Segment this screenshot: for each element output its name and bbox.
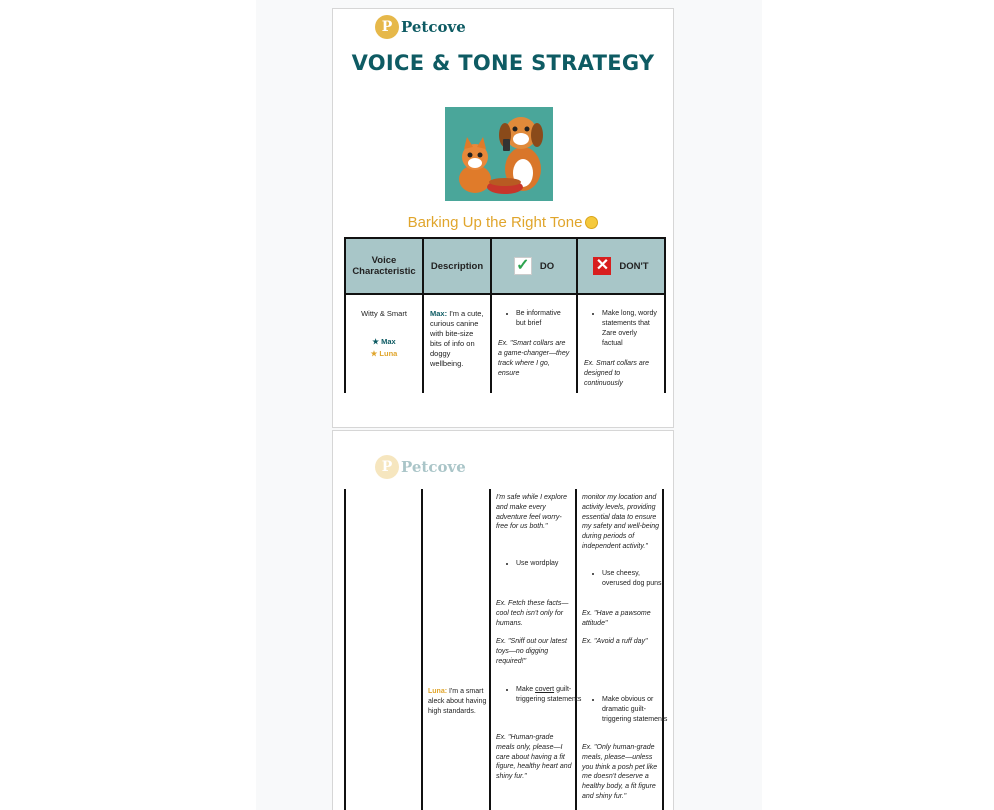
do-example-fetch: Ex. Fetch these facts—cool tech isn't only for humans. <box>496 600 569 627</box>
brand-name: Petcove <box>401 18 466 36</box>
do-bullet-covert-underlined: covert <box>535 686 555 693</box>
table-header-row <box>345 238 665 294</box>
do-bullet: • Be informative but brief <box>516 309 570 329</box>
subtitle-text: Barking Up the Right Tone <box>407 214 583 231</box>
document-page-2 <box>332 430 674 810</box>
table-border <box>489 489 491 810</box>
voice-tone-table <box>344 237 666 393</box>
do-bullet-covert <box>516 685 582 705</box>
table-continuation <box>344 489 668 810</box>
smiley-emoji-icon <box>585 216 598 229</box>
table-row <box>345 294 665 393</box>
do-cell <box>491 294 577 393</box>
persona-max: ★ Max <box>372 337 396 346</box>
do-bullet-list <box>516 559 582 569</box>
dont-example-ruff: Ex. "Avoid a ruff day" <box>582 638 648 645</box>
dont-bullet: • Make long, wordy statements that Zare overly factual <box>602 309 658 349</box>
table-border <box>662 489 664 810</box>
do-example-human-grade: Ex. "Human-grade meals only, please—I care about having a fit figure, healthy heart and shiny fur." <box>496 734 572 781</box>
header-do-label: DO <box>539 260 555 272</box>
dont-example-human-grade: Ex. "Only human-grade meals, please—unless you think a posh pet like me doesn't deserve a healthy body, a fit figure and shiny fur." <box>582 744 658 800</box>
luna-text: I'm a smart aleck about having high standards. <box>428 688 487 715</box>
paw-logo-icon: P <box>375 455 399 479</box>
paw-logo-icon: P <box>375 15 399 39</box>
table-border <box>575 489 577 810</box>
dont-example-pawsome: Ex. "Have a pawsome attitude" <box>582 610 651 627</box>
luna-label: Luna: <box>428 688 448 695</box>
cross-mark-icon: ✕ <box>593 257 611 275</box>
header-dont <box>577 238 665 294</box>
page-title: VOICE & TONE STRATEGY <box>351 51 655 75</box>
dont-bullet-list <box>602 569 668 589</box>
checkmark-icon: ✓ <box>514 257 532 275</box>
max-label: Max: <box>430 309 448 318</box>
do-example: Ex. "Smart collars are a game-changer—they track where I go, ensure <box>498 340 570 377</box>
dont-example: Ex. Smart collars are designed to continuously <box>584 360 649 387</box>
voice-characteristic-cell <box>345 294 423 393</box>
section-subtitle <box>333 214 673 231</box>
brand-name: Petcove <box>401 458 466 476</box>
do-bullet-wordplay: • Use wordplay <box>516 559 582 569</box>
dont-bullet-obvious: • Make obvious or dramatic guilt-triggering statements <box>602 695 668 724</box>
brand-logo-faded <box>375 455 466 479</box>
do-bullet-list-2 <box>516 685 582 705</box>
dont-cell <box>577 294 665 393</box>
luna-description <box>428 687 488 716</box>
table-border <box>344 489 346 810</box>
do-bullet-covert-pre: Make <box>516 686 536 693</box>
persona-luna: ★ Luna <box>370 349 398 358</box>
header-description: Description <box>423 238 491 294</box>
do-bullet-covert-post: guilt-triggering statements <box>516 686 582 703</box>
header-dont-label: DON'T <box>619 260 649 272</box>
dont-example-continued: monitor my location and activity levels, providing essential data to ensure my safety and well-being during periods of independent activity." <box>582 494 660 550</box>
dont-bullet-puns: • Use cheesy, overused dog puns <box>602 569 668 589</box>
document-page-1 <box>332 8 674 428</box>
table-border <box>421 489 423 810</box>
header-do <box>491 238 577 294</box>
hero-illustration <box>445 107 553 201</box>
header-voice-characteristic: Voice Characteristic <box>345 238 423 294</box>
do-example-continued: I'm safe while I explore and make every adventure feel worry-free for us both." <box>496 494 567 531</box>
do-example-sniff: Ex. "Sniff out our latest toys—no digging required!" <box>496 638 567 665</box>
description-cell <box>423 294 491 393</box>
brand-logo <box>375 15 466 39</box>
voice-name: Witty & Smart <box>361 309 407 318</box>
dont-bullet-list-2 <box>602 695 668 724</box>
max-description: I'm a cute, curious canine with bite-size bits of info on doggy wellbeing. <box>430 309 484 368</box>
